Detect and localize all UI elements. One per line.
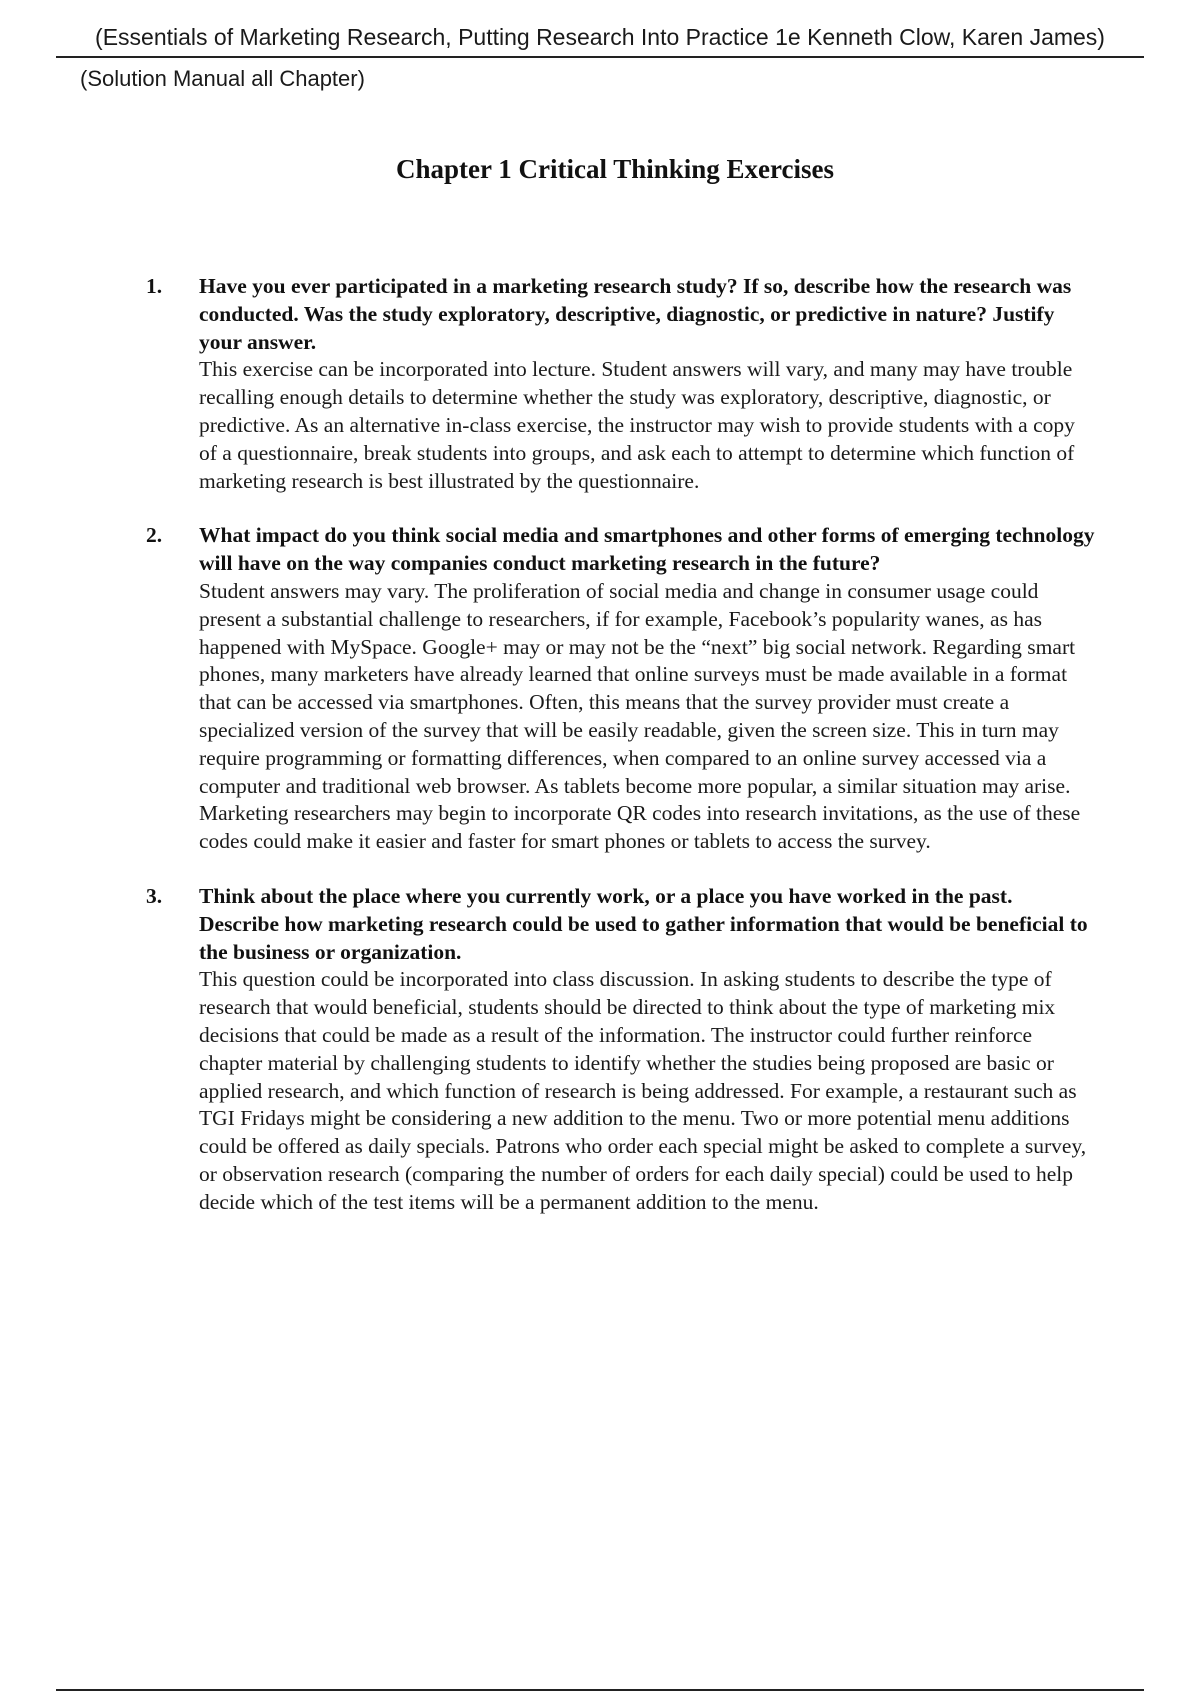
question-text: What impact do you think social media and smartphones and other forms of emerging technology will have on the way companies conduct marketing research in the future? — [199, 523, 1095, 576]
question-number: 1. — [146, 274, 163, 298]
question-body — [199, 883, 1096, 1217]
question-number: 3. — [146, 883, 163, 908]
page-title: Chapter 1 Critical Thinking Exercises — [395, 154, 835, 184]
answer-text: Student answers may vary. The proliferation of social media and change in consumer usage could present a substantial challenge to researchers, if for example, Facebook’s popularity wanes, as has happened with MySpace. Google+ may or may not be the “next” big social network. Regarding smart phones, many marketers have already learned that online surveys must be made available in a format that can be accessed via smartphones. Often, this means that the survey provider must create a specialized version of the survey that will be easily readable, given the screen size. This in turn may require programming or formatting differences, when compared to an online survey accessed via a computer and traditional web browser. As tablets become more popular, a similar situation may arise. Marketing researchers may begin to incorporate QR codes into research invitations, as the use of these codes could make it easier and faster for smart phones or tablets to access the survey. — [199, 578, 1081, 854]
footer-divider — [56, 1689, 1144, 1691]
question-text: Have you ever participated in a marketing research study? If so, describe how the research was conducted. Was the study exploratory, descriptive, diagnostic, or predictive in nature? Justify your answer. — [199, 274, 1072, 354]
question-item-1 — [146, 273, 1096, 495]
questions-list — [146, 273, 1096, 1244]
question-body — [199, 273, 1096, 495]
header-divider — [56, 56, 1144, 58]
question-text: Think about the place where you currently work, or a place you have worked in the past. Describe how marketing research could be used to gather information that would be beneficial to the business or organization. — [199, 883, 1088, 964]
question-body — [199, 522, 1096, 856]
question-item-3 — [146, 883, 1096, 1217]
question-number: 2. — [146, 523, 163, 548]
answer-text: This exercise can be incorporated into lecture. Student answers will vary, and many may have trouble recalling enough details to determine whether the study was exploratory, descriptive, diagnostic, or predictive. As an alternative in-class exercise, the instructor may wish to provide students with a copy of a questionnaire, break students into groups, and ask each to attempt to determine which function of marketing research is best illustrated by the questionnaire. — [199, 357, 1075, 493]
book-title-header: (Essentials of Marketing Research, Putting Research Into Practice 1e Kenneth Clow, Karen James) — [95, 24, 1105, 50]
answer-text: This question could be incorporated into class discussion. In asking students to describe the type of research that would beneficial, students should be directed to think about the type of marketing mix decisions that could be made as a result of the information. The instructor could further reinforce chapter material by challenging students to identify whether the studies being proposed are basic or applied research, and which function of research is being addressed. For example, a restaurant such as TGI Fridays might be considering a new addition to the menu. Two or more potential menu additions could be offered as daily specials. Patrons who order each special might be asked to complete a survey, or observation research (comparing the number of orders for each daily special) could be used to help decide which of the test items will be a permanent addition to the menu. — [199, 967, 1087, 1214]
solution-manual-subtitle: (Solution Manual all Chapter) — [80, 66, 365, 91]
question-item-2 — [146, 522, 1096, 856]
